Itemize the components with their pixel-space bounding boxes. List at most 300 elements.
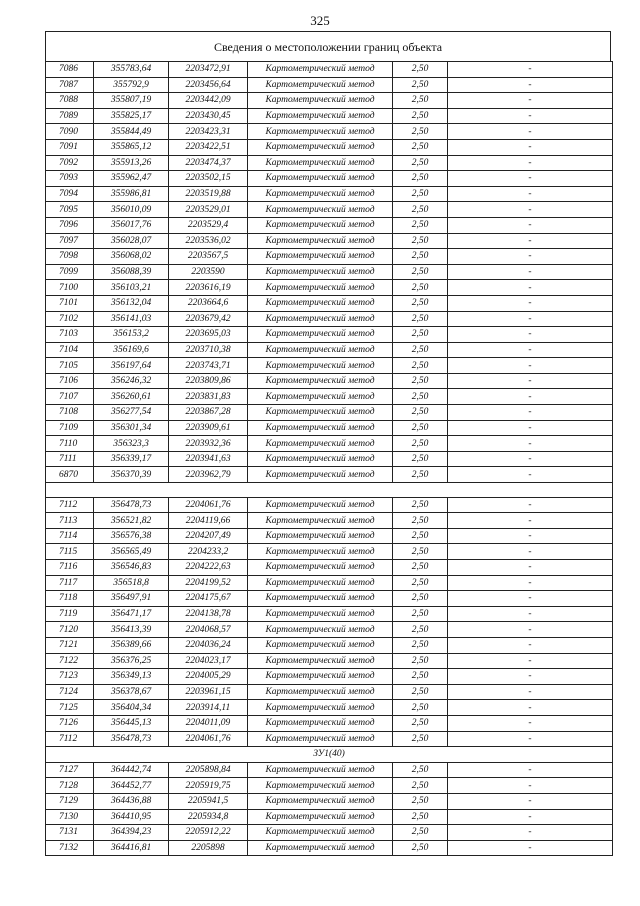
description-cell: - bbox=[448, 264, 613, 280]
method-cell: Картометрический метод bbox=[248, 405, 393, 421]
accuracy-cell: 2,50 bbox=[393, 295, 448, 311]
point-number-cell: 7090 bbox=[46, 124, 94, 140]
x-coordinate-cell: 364410,95 bbox=[94, 809, 169, 825]
description-cell: - bbox=[448, 637, 613, 653]
table-row bbox=[46, 467, 613, 483]
x-coordinate-cell: 356323,3 bbox=[94, 436, 169, 452]
table-row bbox=[46, 155, 613, 171]
x-coordinate-cell: 356260,61 bbox=[94, 389, 169, 405]
table-row bbox=[46, 327, 613, 343]
y-coordinate-cell: 2203961,15 bbox=[169, 684, 248, 700]
table-row bbox=[46, 637, 613, 653]
accuracy-cell: 2,50 bbox=[393, 731, 448, 747]
table-row bbox=[46, 778, 613, 794]
description-cell: - bbox=[448, 451, 613, 467]
table-row bbox=[46, 389, 613, 405]
y-coordinate-cell: 2203664,6 bbox=[169, 295, 248, 311]
method-cell: Картометрический метод bbox=[248, 155, 393, 171]
accuracy-cell: 2,50 bbox=[393, 202, 448, 218]
y-coordinate-cell: 2203909,61 bbox=[169, 420, 248, 436]
point-number-cell: 7096 bbox=[46, 217, 94, 233]
y-coordinate-cell: 2203710,38 bbox=[169, 342, 248, 358]
point-number-cell: 7114 bbox=[46, 528, 94, 544]
x-coordinate-cell: 355783,64 bbox=[94, 62, 169, 78]
description-cell: - bbox=[448, 560, 613, 576]
accuracy-cell: 2,50 bbox=[393, 825, 448, 841]
accuracy-cell: 2,50 bbox=[393, 389, 448, 405]
method-cell: Картометрический метод bbox=[248, 202, 393, 218]
method-cell: Картометрический метод bbox=[248, 420, 393, 436]
description-cell: - bbox=[448, 373, 613, 389]
table-row bbox=[46, 731, 613, 747]
description-cell: - bbox=[448, 606, 613, 622]
point-number-cell: 7110 bbox=[46, 436, 94, 452]
method-cell: Картометрический метод bbox=[248, 124, 393, 140]
accuracy-cell: 2,50 bbox=[393, 591, 448, 607]
x-coordinate-cell: 356197,64 bbox=[94, 358, 169, 374]
table-row bbox=[46, 311, 613, 327]
description-cell: - bbox=[448, 405, 613, 421]
point-number-cell: 7109 bbox=[46, 420, 94, 436]
accuracy-cell: 2,50 bbox=[393, 93, 448, 109]
method-cell: Картометрический метод bbox=[248, 684, 393, 700]
x-coordinate-cell: 356103,21 bbox=[94, 280, 169, 296]
y-coordinate-cell: 2204233,2 bbox=[169, 544, 248, 560]
method-cell: Картометрический метод bbox=[248, 575, 393, 591]
description-cell: - bbox=[448, 62, 613, 78]
x-coordinate-cell: 355962,47 bbox=[94, 171, 169, 187]
method-cell: Картометрический метод bbox=[248, 233, 393, 249]
point-number-cell: 7089 bbox=[46, 108, 94, 124]
description-cell: - bbox=[448, 653, 613, 669]
accuracy-cell: 2,50 bbox=[393, 653, 448, 669]
method-cell: Картометрический метод bbox=[248, 669, 393, 685]
method-cell: Картометрический метод bbox=[248, 280, 393, 296]
y-coordinate-cell: 2203430,45 bbox=[169, 108, 248, 124]
description-cell: - bbox=[448, 731, 613, 747]
method-cell: Картометрический метод bbox=[248, 513, 393, 529]
method-cell: Картометрический метод bbox=[248, 762, 393, 778]
x-coordinate-cell: 356132,04 bbox=[94, 295, 169, 311]
method-cell: Картометрический метод bbox=[248, 342, 393, 358]
point-number-cell: 7112 bbox=[46, 497, 94, 513]
table-row bbox=[46, 809, 613, 825]
point-number-cell: 7100 bbox=[46, 280, 94, 296]
point-number-cell: 7126 bbox=[46, 715, 94, 731]
y-coordinate-cell: 2204061,76 bbox=[169, 731, 248, 747]
point-number-cell: 7106 bbox=[46, 373, 94, 389]
point-number-cell: 7094 bbox=[46, 186, 94, 202]
point-number-cell: 7119 bbox=[46, 606, 94, 622]
x-coordinate-cell: 355844,49 bbox=[94, 124, 169, 140]
accuracy-cell: 2,50 bbox=[393, 575, 448, 591]
accuracy-cell: 2,50 bbox=[393, 311, 448, 327]
method-cell: Картометрический метод bbox=[248, 840, 393, 856]
method-cell: Картометрический метод bbox=[248, 528, 393, 544]
method-cell: Картометрический метод bbox=[248, 358, 393, 374]
point-number-cell: 7107 bbox=[46, 389, 94, 405]
point-number-cell: 7091 bbox=[46, 139, 94, 155]
description-cell: - bbox=[448, 108, 613, 124]
accuracy-cell: 2,50 bbox=[393, 124, 448, 140]
y-coordinate-cell: 2205912,22 bbox=[169, 825, 248, 841]
table-row bbox=[46, 840, 613, 856]
table-row bbox=[46, 93, 613, 109]
method-cell: Картометрический метод bbox=[248, 264, 393, 280]
accuracy-cell: 2,50 bbox=[393, 762, 448, 778]
accuracy-cell: 2,50 bbox=[393, 77, 448, 93]
coordinates-table bbox=[45, 61, 613, 856]
method-cell: Картометрический метод bbox=[248, 217, 393, 233]
table-title: Сведения о местоположении границ объекта bbox=[45, 31, 611, 61]
accuracy-cell: 2,50 bbox=[393, 793, 448, 809]
y-coordinate-cell: 2203519,88 bbox=[169, 186, 248, 202]
method-cell: Картометрический метод bbox=[248, 622, 393, 638]
table-row bbox=[46, 669, 613, 685]
point-number-cell: 7129 bbox=[46, 793, 94, 809]
description-cell: - bbox=[448, 93, 613, 109]
y-coordinate-cell: 2203529,4 bbox=[169, 217, 248, 233]
description-cell: - bbox=[448, 171, 613, 187]
method-cell: Картометрический метод bbox=[248, 171, 393, 187]
x-coordinate-cell: 356471,17 bbox=[94, 606, 169, 622]
y-coordinate-cell: 2204207,49 bbox=[169, 528, 248, 544]
point-number-cell: 7116 bbox=[46, 560, 94, 576]
method-cell: Картометрический метод bbox=[248, 327, 393, 343]
point-number-cell: 7132 bbox=[46, 840, 94, 856]
section-row bbox=[46, 747, 613, 763]
x-coordinate-cell: 364416,81 bbox=[94, 840, 169, 856]
y-coordinate-cell: 2204199,52 bbox=[169, 575, 248, 591]
x-coordinate-cell: 356349,13 bbox=[94, 669, 169, 685]
table-row bbox=[46, 342, 613, 358]
point-number-cell: 7086 bbox=[46, 62, 94, 78]
x-coordinate-cell: 356497,91 bbox=[94, 591, 169, 607]
table-row bbox=[46, 436, 613, 452]
method-cell: Картометрический метод bbox=[248, 778, 393, 794]
y-coordinate-cell: 2203743,71 bbox=[169, 358, 248, 374]
method-cell: Картометрический метод bbox=[248, 653, 393, 669]
x-coordinate-cell: 355792,9 bbox=[94, 77, 169, 93]
point-number-cell: 7112 bbox=[46, 731, 94, 747]
point-number-cell: 7123 bbox=[46, 669, 94, 685]
y-coordinate-cell: 2203695,03 bbox=[169, 327, 248, 343]
page-number: 325 bbox=[310, 13, 330, 28]
table-row bbox=[46, 405, 613, 421]
point-number-cell: 7125 bbox=[46, 700, 94, 716]
y-coordinate-cell: 2203472,91 bbox=[169, 62, 248, 78]
x-coordinate-cell: 356068,02 bbox=[94, 249, 169, 265]
description-cell: - bbox=[448, 809, 613, 825]
description-cell: - bbox=[448, 77, 613, 93]
y-coordinate-cell: 2203536,02 bbox=[169, 233, 248, 249]
table-row bbox=[46, 560, 613, 576]
method-cell: Картометрический метод bbox=[248, 700, 393, 716]
table-row bbox=[46, 622, 613, 638]
method-cell: Картометрический метод bbox=[248, 139, 393, 155]
point-number-cell: 7092 bbox=[46, 155, 94, 171]
accuracy-cell: 2,50 bbox=[393, 358, 448, 374]
y-coordinate-cell: 2203456,64 bbox=[169, 77, 248, 93]
description-cell: - bbox=[448, 669, 613, 685]
x-coordinate-cell: 356565,49 bbox=[94, 544, 169, 560]
y-coordinate-cell: 2205934,8 bbox=[169, 809, 248, 825]
point-number-cell: 7093 bbox=[46, 171, 94, 187]
point-number-cell: 7131 bbox=[46, 825, 94, 841]
table-row bbox=[46, 171, 613, 187]
x-coordinate-cell: 364394,23 bbox=[94, 825, 169, 841]
point-number-cell: 7124 bbox=[46, 684, 94, 700]
y-coordinate-cell: 2203679,42 bbox=[169, 311, 248, 327]
point-number-cell: 7103 bbox=[46, 327, 94, 343]
table-row bbox=[46, 295, 613, 311]
y-coordinate-cell: 2203867,28 bbox=[169, 405, 248, 421]
x-coordinate-cell: 356028,07 bbox=[94, 233, 169, 249]
table-row bbox=[46, 264, 613, 280]
y-coordinate-cell: 2203567,5 bbox=[169, 249, 248, 265]
point-number-cell: 6870 bbox=[46, 467, 94, 483]
table-row bbox=[46, 497, 613, 513]
point-number-cell: 7130 bbox=[46, 809, 94, 825]
y-coordinate-cell: 2203590 bbox=[169, 264, 248, 280]
description-cell: - bbox=[448, 778, 613, 794]
accuracy-cell: 2,50 bbox=[393, 233, 448, 249]
table-row bbox=[46, 139, 613, 155]
accuracy-cell: 2,50 bbox=[393, 715, 448, 731]
method-cell: Картометрический метод bbox=[248, 249, 393, 265]
x-coordinate-cell: 356546,83 bbox=[94, 560, 169, 576]
table-row bbox=[46, 77, 613, 93]
method-cell: Картометрический метод bbox=[248, 93, 393, 109]
description-cell: - bbox=[448, 186, 613, 202]
method-cell: Картометрический метод bbox=[248, 560, 393, 576]
description-cell: - bbox=[448, 762, 613, 778]
x-coordinate-cell: 356376,25 bbox=[94, 653, 169, 669]
method-cell: Картометрический метод bbox=[248, 295, 393, 311]
y-coordinate-cell: 2205898 bbox=[169, 840, 248, 856]
x-coordinate-cell: 356277,54 bbox=[94, 405, 169, 421]
table-row bbox=[46, 373, 613, 389]
description-cell: - bbox=[448, 467, 613, 483]
description-cell: - bbox=[448, 233, 613, 249]
method-cell: Картометрический метод bbox=[248, 793, 393, 809]
point-number-cell: 7118 bbox=[46, 591, 94, 607]
x-coordinate-cell: 356404,34 bbox=[94, 700, 169, 716]
description-cell: - bbox=[448, 311, 613, 327]
method-cell: Картометрический метод bbox=[248, 809, 393, 825]
method-cell: Картометрический метод bbox=[248, 467, 393, 483]
accuracy-cell: 2,50 bbox=[393, 249, 448, 265]
accuracy-cell: 2,50 bbox=[393, 467, 448, 483]
description-cell: - bbox=[448, 436, 613, 452]
description-cell: - bbox=[448, 280, 613, 296]
table-row bbox=[46, 280, 613, 296]
x-coordinate-cell: 364452,77 bbox=[94, 778, 169, 794]
y-coordinate-cell: 2204005,29 bbox=[169, 669, 248, 685]
y-coordinate-cell: 2204011,09 bbox=[169, 715, 248, 731]
y-coordinate-cell: 2203616,19 bbox=[169, 280, 248, 296]
accuracy-cell: 2,50 bbox=[393, 809, 448, 825]
table-row bbox=[46, 186, 613, 202]
description-cell: - bbox=[448, 528, 613, 544]
point-number-cell: 7095 bbox=[46, 202, 94, 218]
table-row bbox=[46, 420, 613, 436]
description-cell: - bbox=[448, 684, 613, 700]
y-coordinate-cell: 2203474,37 bbox=[169, 155, 248, 171]
x-coordinate-cell: 356088,39 bbox=[94, 264, 169, 280]
y-coordinate-cell: 2205898,84 bbox=[169, 762, 248, 778]
accuracy-cell: 2,50 bbox=[393, 497, 448, 513]
point-number-cell: 7113 bbox=[46, 513, 94, 529]
accuracy-cell: 2,50 bbox=[393, 637, 448, 653]
accuracy-cell: 2,50 bbox=[393, 186, 448, 202]
x-coordinate-cell: 356413,39 bbox=[94, 622, 169, 638]
table-row bbox=[46, 217, 613, 233]
description-cell: - bbox=[448, 715, 613, 731]
accuracy-cell: 2,50 bbox=[393, 420, 448, 436]
y-coordinate-cell: 2203962,79 bbox=[169, 467, 248, 483]
description-cell: - bbox=[448, 139, 613, 155]
x-coordinate-cell: 356445,13 bbox=[94, 715, 169, 731]
method-cell: Картометрический метод bbox=[248, 825, 393, 841]
y-coordinate-cell: 2203941,63 bbox=[169, 451, 248, 467]
y-coordinate-cell: 2205941,5 bbox=[169, 793, 248, 809]
description-cell: - bbox=[448, 124, 613, 140]
table-row bbox=[46, 544, 613, 560]
accuracy-cell: 2,50 bbox=[393, 327, 448, 343]
accuracy-cell: 2,50 bbox=[393, 513, 448, 529]
table-row bbox=[46, 825, 613, 841]
point-number-cell: 7128 bbox=[46, 778, 94, 794]
y-coordinate-cell: 2204175,67 bbox=[169, 591, 248, 607]
y-coordinate-cell: 2203529,01 bbox=[169, 202, 248, 218]
blank-row bbox=[46, 483, 613, 498]
point-number-cell: 7102 bbox=[46, 311, 94, 327]
x-coordinate-cell: 356576,38 bbox=[94, 528, 169, 544]
blank-cell bbox=[46, 483, 613, 498]
accuracy-cell: 2,50 bbox=[393, 264, 448, 280]
description-cell: - bbox=[448, 202, 613, 218]
accuracy-cell: 2,50 bbox=[393, 139, 448, 155]
accuracy-cell: 2,50 bbox=[393, 528, 448, 544]
description-cell: - bbox=[448, 700, 613, 716]
point-number-cell: 7098 bbox=[46, 249, 94, 265]
y-coordinate-cell: 2203422,51 bbox=[169, 139, 248, 155]
description-cell: - bbox=[448, 497, 613, 513]
description-cell: - bbox=[448, 295, 613, 311]
x-coordinate-cell: 356017,76 bbox=[94, 217, 169, 233]
description-cell: - bbox=[448, 825, 613, 841]
description-cell: - bbox=[448, 622, 613, 638]
x-coordinate-cell: 356518,8 bbox=[94, 575, 169, 591]
method-cell: Картометрический метод bbox=[248, 731, 393, 747]
method-cell: Картометрический метод bbox=[248, 715, 393, 731]
point-number-cell: 7115 bbox=[46, 544, 94, 560]
point-number-cell: 7120 bbox=[46, 622, 94, 638]
description-cell: - bbox=[448, 575, 613, 591]
accuracy-cell: 2,50 bbox=[393, 560, 448, 576]
table-row bbox=[46, 715, 613, 731]
accuracy-cell: 2,50 bbox=[393, 606, 448, 622]
method-cell: Картометрический метод bbox=[248, 544, 393, 560]
table-row bbox=[46, 358, 613, 374]
x-coordinate-cell: 356141,03 bbox=[94, 311, 169, 327]
accuracy-cell: 2,50 bbox=[393, 622, 448, 638]
table-row bbox=[46, 108, 613, 124]
table-row bbox=[46, 591, 613, 607]
accuracy-cell: 2,50 bbox=[393, 700, 448, 716]
y-coordinate-cell: 2203502,15 bbox=[169, 171, 248, 187]
x-coordinate-cell: 355807,19 bbox=[94, 93, 169, 109]
point-number-cell: 7105 bbox=[46, 358, 94, 374]
point-number-cell: 7104 bbox=[46, 342, 94, 358]
method-cell: Картометрический метод bbox=[248, 373, 393, 389]
y-coordinate-cell: 2204036,24 bbox=[169, 637, 248, 653]
x-coordinate-cell: 355865,12 bbox=[94, 139, 169, 155]
method-cell: Картометрический метод bbox=[248, 389, 393, 405]
method-cell: Картометрический метод bbox=[248, 311, 393, 327]
y-coordinate-cell: 2204061,76 bbox=[169, 497, 248, 513]
y-coordinate-cell: 2204023,17 bbox=[169, 653, 248, 669]
description-cell: - bbox=[448, 342, 613, 358]
table-row bbox=[46, 202, 613, 218]
description-cell: - bbox=[448, 793, 613, 809]
point-number-cell: 7097 bbox=[46, 233, 94, 249]
table-row bbox=[46, 793, 613, 809]
accuracy-cell: 2,50 bbox=[393, 342, 448, 358]
description-cell: - bbox=[448, 389, 613, 405]
y-coordinate-cell: 2205919,75 bbox=[169, 778, 248, 794]
method-cell: Картометрический метод bbox=[248, 186, 393, 202]
method-cell: Картометрический метод bbox=[248, 591, 393, 607]
table-row bbox=[46, 575, 613, 591]
x-coordinate-cell: 356478,73 bbox=[94, 731, 169, 747]
table-row bbox=[46, 606, 613, 622]
x-coordinate-cell: 356153,2 bbox=[94, 327, 169, 343]
x-coordinate-cell: 356169,6 bbox=[94, 342, 169, 358]
description-cell: - bbox=[448, 217, 613, 233]
point-number-cell: 7088 bbox=[46, 93, 94, 109]
accuracy-cell: 2,50 bbox=[393, 684, 448, 700]
table-row bbox=[46, 528, 613, 544]
method-cell: Картометрический метод bbox=[248, 451, 393, 467]
table-row bbox=[46, 513, 613, 529]
point-number-cell: 7127 bbox=[46, 762, 94, 778]
description-cell: - bbox=[448, 513, 613, 529]
table-row bbox=[46, 700, 613, 716]
accuracy-cell: 2,50 bbox=[393, 436, 448, 452]
method-cell: Картометрический метод bbox=[248, 77, 393, 93]
table-row bbox=[46, 249, 613, 265]
point-number-cell: 7122 bbox=[46, 653, 94, 669]
y-coordinate-cell: 2204119,66 bbox=[169, 513, 248, 529]
x-coordinate-cell: 356370,39 bbox=[94, 467, 169, 483]
method-cell: Картометрический метод bbox=[248, 436, 393, 452]
accuracy-cell: 2,50 bbox=[393, 155, 448, 171]
y-coordinate-cell: 2203809,86 bbox=[169, 373, 248, 389]
x-coordinate-cell: 356478,73 bbox=[94, 497, 169, 513]
accuracy-cell: 2,50 bbox=[393, 217, 448, 233]
x-coordinate-cell: 356521,82 bbox=[94, 513, 169, 529]
x-coordinate-cell: 356389,66 bbox=[94, 637, 169, 653]
method-cell: Картометрический метод bbox=[248, 497, 393, 513]
accuracy-cell: 2,50 bbox=[393, 171, 448, 187]
description-cell: - bbox=[448, 840, 613, 856]
accuracy-cell: 2,50 bbox=[393, 280, 448, 296]
x-coordinate-cell: 355913,26 bbox=[94, 155, 169, 171]
x-coordinate-cell: 364442,74 bbox=[94, 762, 169, 778]
description-cell: - bbox=[448, 420, 613, 436]
